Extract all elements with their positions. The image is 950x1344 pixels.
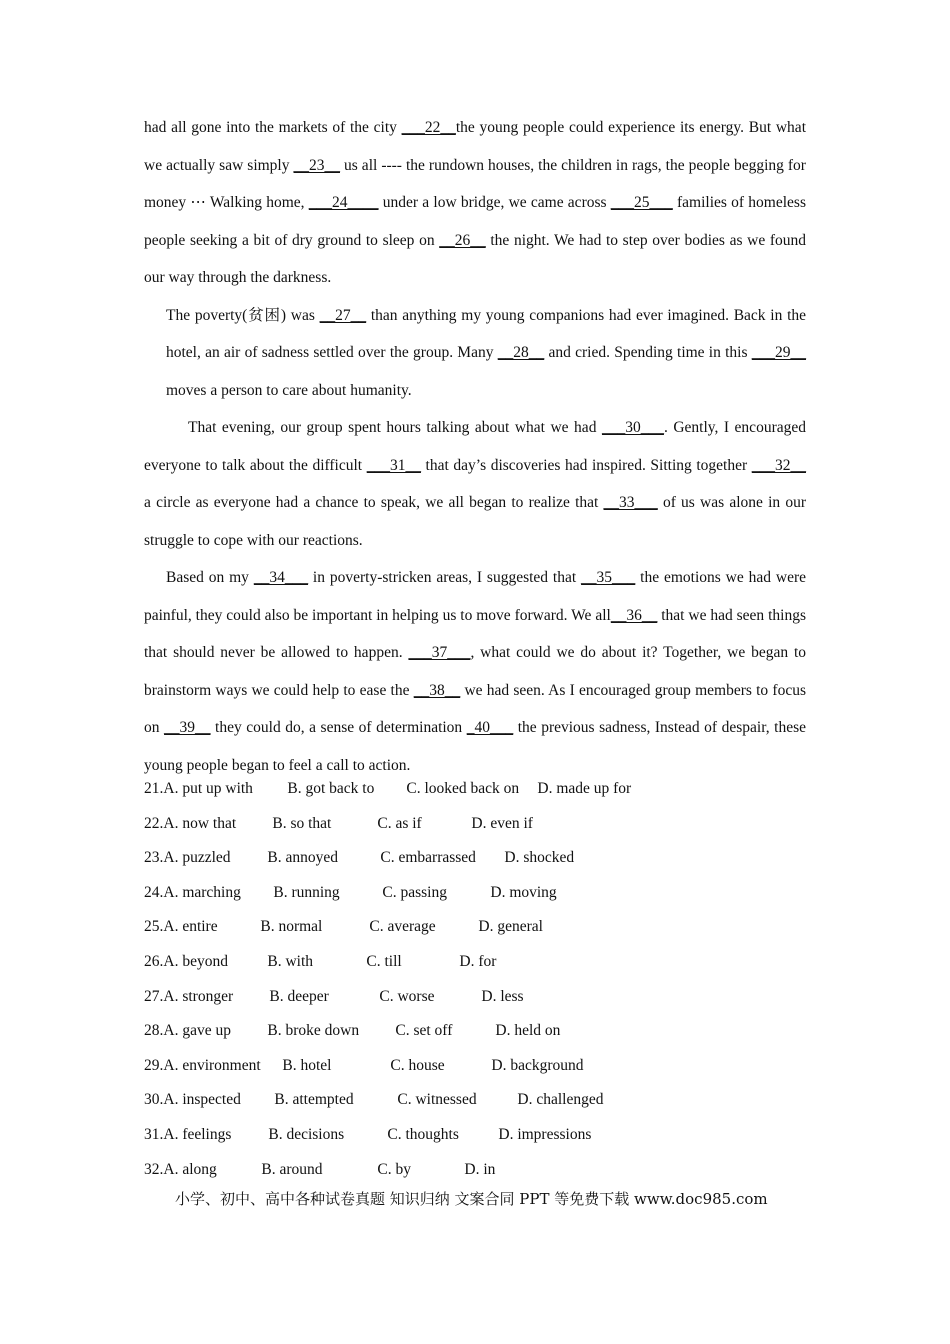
passage-text: That evening, our group spent hours talking about what we had [188,419,602,436]
option-d: D. background [491,1056,584,1074]
option-a: A. feelings [163,1125,232,1143]
option-a: A. beyond [163,952,228,970]
passage-text: The poverty(贫困) was [166,306,320,324]
option-a: A. now that [163,814,237,832]
paragraph-4 [144,559,806,784]
option-b: B. with [267,952,314,970]
option-d: D. held on [495,1022,561,1040]
option-a: A. gave up [163,1022,231,1040]
option-c: C. passing [382,883,447,901]
question-number: 24. [144,883,164,901]
option-b: B. broke down [267,1022,360,1040]
option-d: D. moving [490,883,557,901]
option-c: C. average [369,918,436,936]
passage-text: the night. We had to step over bodies as we found our way through the darkness. [144,231,806,286]
option-a: A. puzzled [163,849,231,867]
option-d: D. even if [471,814,533,832]
blank-31: ___31__ [366,456,421,474]
option-c: C. thoughts [387,1125,459,1143]
passage-text: and cried. Spending time in this [544,344,752,361]
passage-text: under a low bridge, we came across [378,194,611,211]
option-b: B. hotel [282,1056,332,1074]
option-a: A. inspected [163,1091,241,1109]
question-number: 25. [144,918,164,936]
blank-37: ___37___ [408,644,471,661]
question-number: 31. [144,1125,164,1143]
passage-text: the previous sadness, Instead of despair, these young people began to feel a call to action. [144,719,807,774]
blank-22: ___22__ [401,119,456,136]
passage-text: of us was alone in our struggle to cope with our reactions. [144,494,806,549]
question-number: 23. [144,849,164,867]
option-d: D. shocked [504,849,575,867]
passage-text: , what could we do about it? Together, we began to brainstorm ways we could help to ease the [144,644,806,699]
passage-text: us all ---- the rundown houses, the children in rags, the people begging for money ⋯ Walking home, [144,156,806,211]
option-d: D. made up for [537,780,632,797]
option-row-31 [144,1118,806,1153]
passage-text: the young people could experience its energy. But what we actually saw simply [144,119,806,174]
question-number: 27. [144,987,164,1005]
option-b: B. running [273,883,340,901]
option-b: B. got back to [287,780,375,797]
option-d: D. challenged [517,1091,604,1109]
option-d: D. in [464,1160,496,1178]
option-c: C. till [366,952,402,970]
passage-text: the emotions we had were painful, they could also be important in helping us to move forward. We all [144,569,806,624]
passage-text: had all gone into the markets of the city [144,119,402,136]
option-b: B. annoyed [267,849,338,867]
question-number: 30. [144,1091,164,1109]
option-a: A. along [163,1160,217,1178]
option-row-26 [144,945,806,980]
option-c: C. as if [377,814,422,832]
question-number: 32. [144,1160,164,1178]
option-b: B. normal [260,918,323,936]
option-c: C. house [390,1056,445,1074]
blank-28: __28__ [497,344,545,361]
page-footer: 小学、初中、高中各种试卷真题 知识归纳 文案合同 PPT 等免费下载 www.doc985.com [175,1190,768,1208]
option-d: D. less [481,987,524,1005]
blank-25: ___25___ [610,194,673,211]
option-row-23 [144,841,806,876]
passage-text: that day’s discoveries had inspired. Sitting together [420,456,752,474]
option-c: C. witnessed [397,1091,477,1109]
option-b: B. decisions [268,1125,345,1143]
question-number: 29. [144,1056,164,1074]
option-b: B. deeper [269,987,329,1005]
passage-text: moves a person to care about humanity. [166,381,412,399]
passage-text: in poverty-stricken areas, I suggested that [308,569,582,586]
paragraph-2 [144,297,806,410]
option-c: C. worse [379,987,435,1005]
option-c: C. looked back on [406,780,520,797]
option-a: A. put up with [163,780,253,797]
option-row-30 [144,1083,806,1118]
question-number: 26. [144,952,164,970]
option-row-24 [144,876,806,911]
option-row-29 [144,1049,806,1084]
option-row-27 [144,980,806,1015]
option-row-25 [144,910,806,945]
option-row-28 [144,1014,806,1049]
question-number: 28. [144,1022,164,1040]
blank-23: __23__ [293,156,340,174]
blank-34: __34___ [253,569,309,586]
blank-38: __38__ [413,681,461,699]
option-row-22 [144,807,806,842]
blank-39: __39__ [164,719,211,736]
passage [144,109,806,784]
blank-26: __26__ [439,231,486,249]
question-number: 21. [144,780,164,797]
blank-35: __35___ [581,569,636,586]
option-d: D. impressions [498,1125,592,1143]
question-number: 22. [144,814,164,832]
passage-text: a circle as everyone had a chance to speak, we all began to realize that [144,494,604,511]
paragraph-3 [144,409,806,559]
passage-text: . Gently, I encouraged everyone to talk about the difficult [144,419,806,474]
passage-text: families of homeless people seeking a bit of dry ground to sleep on [144,194,806,249]
blank-33: __33___ [603,494,658,511]
paragraph-1 [144,109,806,297]
passage-text: than anything my young companions had ever imagined. Back in the hotel, an air of sadness settled over the group. Many [166,306,807,361]
option-c: C. embarrassed [380,849,476,867]
blank-29: ___29__ [751,344,807,361]
option-d: D. for [459,952,497,970]
option-c: C. by [377,1160,411,1178]
option-b: B. so that [272,814,332,832]
option-a: A. stronger [163,987,234,1005]
option-d: D. general [478,918,543,936]
option-a: A. entire [163,918,218,936]
option-row-21 [144,772,806,807]
blank-32: ___32__ [751,456,806,474]
blank-27: __27__ [319,306,367,324]
option-a: A. environment [163,1056,261,1074]
option-b: B. around [261,1160,323,1178]
blank-36: __36__ [610,606,658,624]
option-c: C. set off [395,1022,453,1040]
passage-text: they could do, a sense of determination [210,719,467,736]
blank-40: _40___ [466,719,514,736]
option-b: B. attempted [274,1091,354,1109]
option-row-32 [144,1153,806,1188]
blank-24: ___24____ [308,194,379,211]
passage-text: that we had seen things that should never be allowed to happen. [144,606,806,661]
passage-text: Based on my [166,569,254,586]
passage-text: we had seen. As I encouraged group members to focus on [144,681,806,736]
blank-30: ___30___ [601,419,664,436]
option-a: A. marching [163,883,241,901]
answer-options [144,772,806,1187]
